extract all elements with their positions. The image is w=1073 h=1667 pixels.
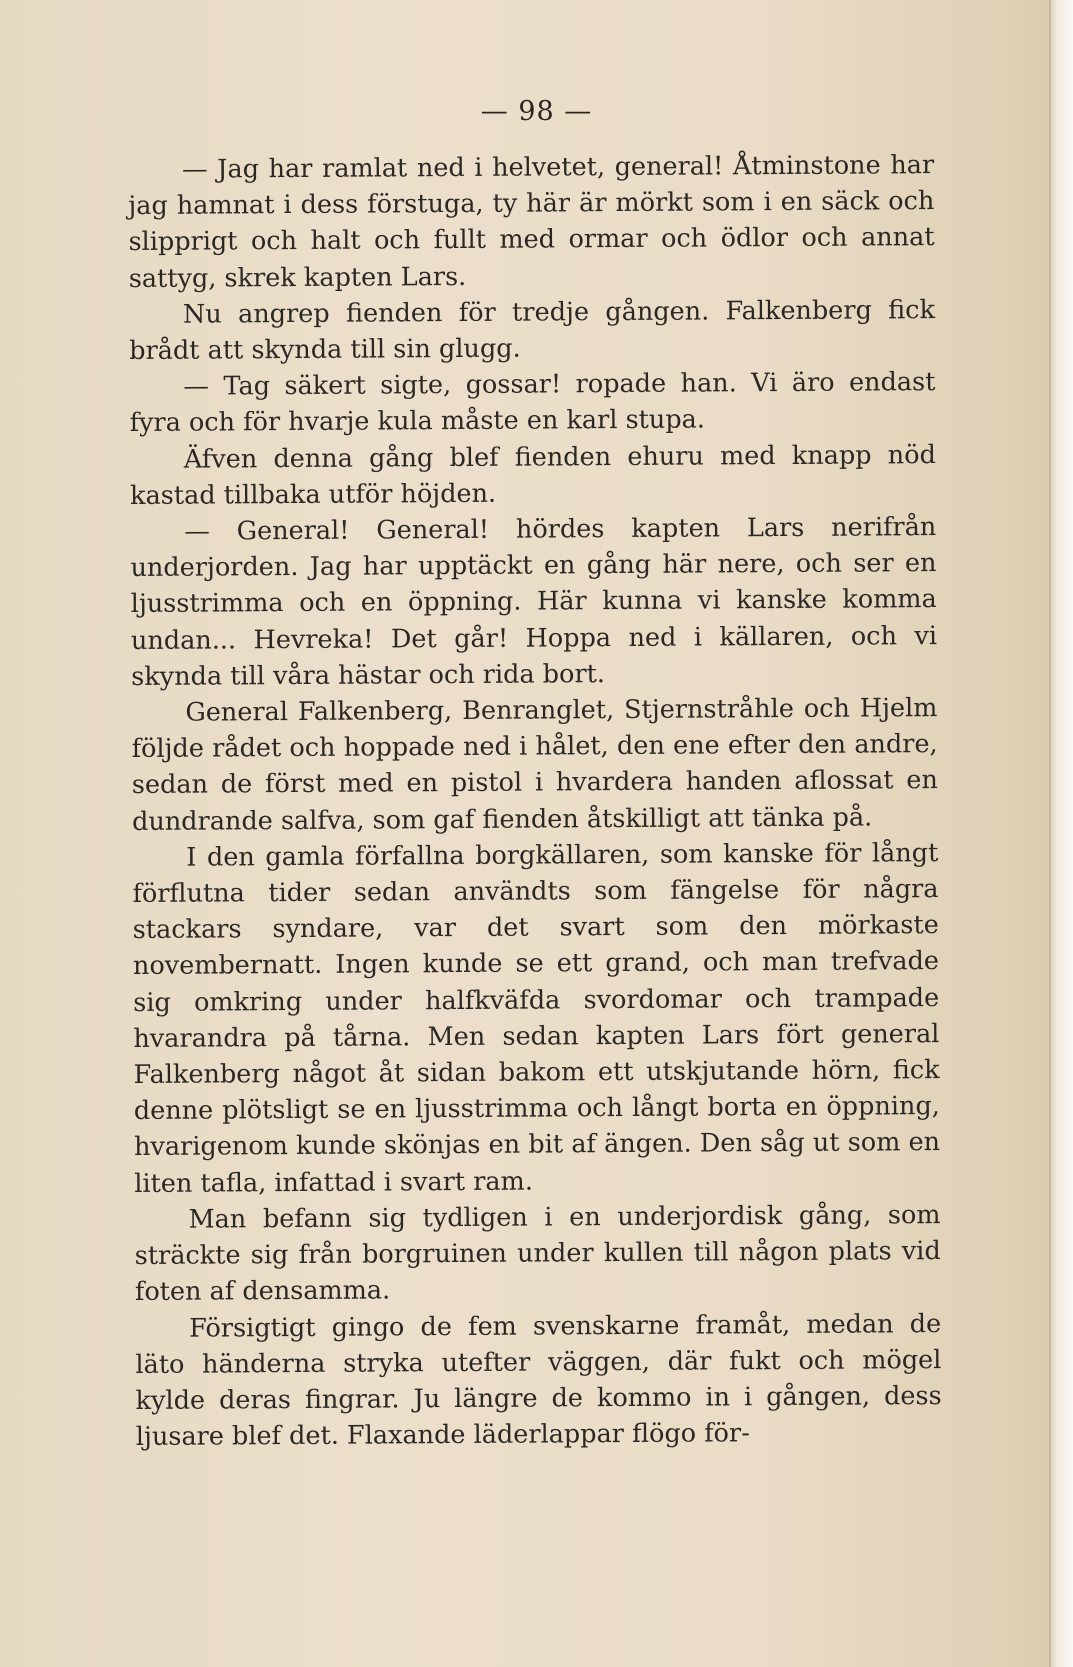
paragraph: Äfven denna gång blef fienden ehuru med knapp nöd kastad tillbaka utför höjden. [130,439,936,511]
body-text [128,147,942,1455]
paragraph: Man befann sig tydligen i en underjordisk gång, som sträckte sig från borgruinen under kullen till någon plats vid foten af densamma. [134,1199,941,1308]
page-fold-line [1049,0,1051,1667]
paragraph: — General! General! hördes kapten Lars nerifrån underjorden. Jag har upptäckt en gång här nere, och ser en ljusstrimma och en öppning. Här kunna vi kanske komma undan... Hevreka! Det går! Hoppa ned i källaren, och vi skynda till våra hästar och rida bort. [130,512,938,692]
paragraph: General Falkenberg, Benranglet, Stjernstråhle och Hjelm följde rådet och hoppade ned i hålet, den ene efter den andre, sedan de först med en pistol i hvardera handen aflossat en dundrande salfva, som gaf fienden åtskilligt att tänka på. [131,693,938,837]
paragraph: I den gamla förfallna borgkällaren, som kanske för långt förflutna tider sedan användts som fängelse för några stackars syndare, var det svart som den mörkaste novembernatt. Ingen kunde se ett grand, och man trefvade sig omkring under halfkväfda svordomar och trampade hvarandra på tårna. Men sedan kapten Lars fört general Falkenberg något åt sidan bakom ett utskjutande hörn, fick denne plötsligt se en ljusstrimma och långt borta en öppning, hvarigenom kunde skönjas en bit af ängen. Den såg ut som en liten tafla, infattad i svart ram. [132,837,941,1199]
paragraph: — Tag säkert sigte, gossar! ropade han. Vi äro endast fyra och för hvarje kula måste en karl stupa. [129,367,936,439]
paragraph: Försigtigt gingo de fem svenskarne framåt, medan de läto händerna stryka utefter väggen, där fukt och mögel kylde deras fingrar. Ju längre de kommo in i gången, dess ljusare blef det. Flaxande läderlappar flögo för- [135,1308,942,1453]
paragraph: — Jag har ramlat ned i helvetet, general! Åtminstone har jag hamnat i dess förstuga, ty här är mörkt som i en säck och slipprigt och halt och fullt med ormar och ödlor och annat sattyg, skrek kapten Lars. [128,150,935,294]
page-number: — 98 — [480,96,593,127]
paragraph: Nu angrep fienden för tredje gången. Falkenberg fick brådt att skynda till sin glugg. [129,294,936,367]
